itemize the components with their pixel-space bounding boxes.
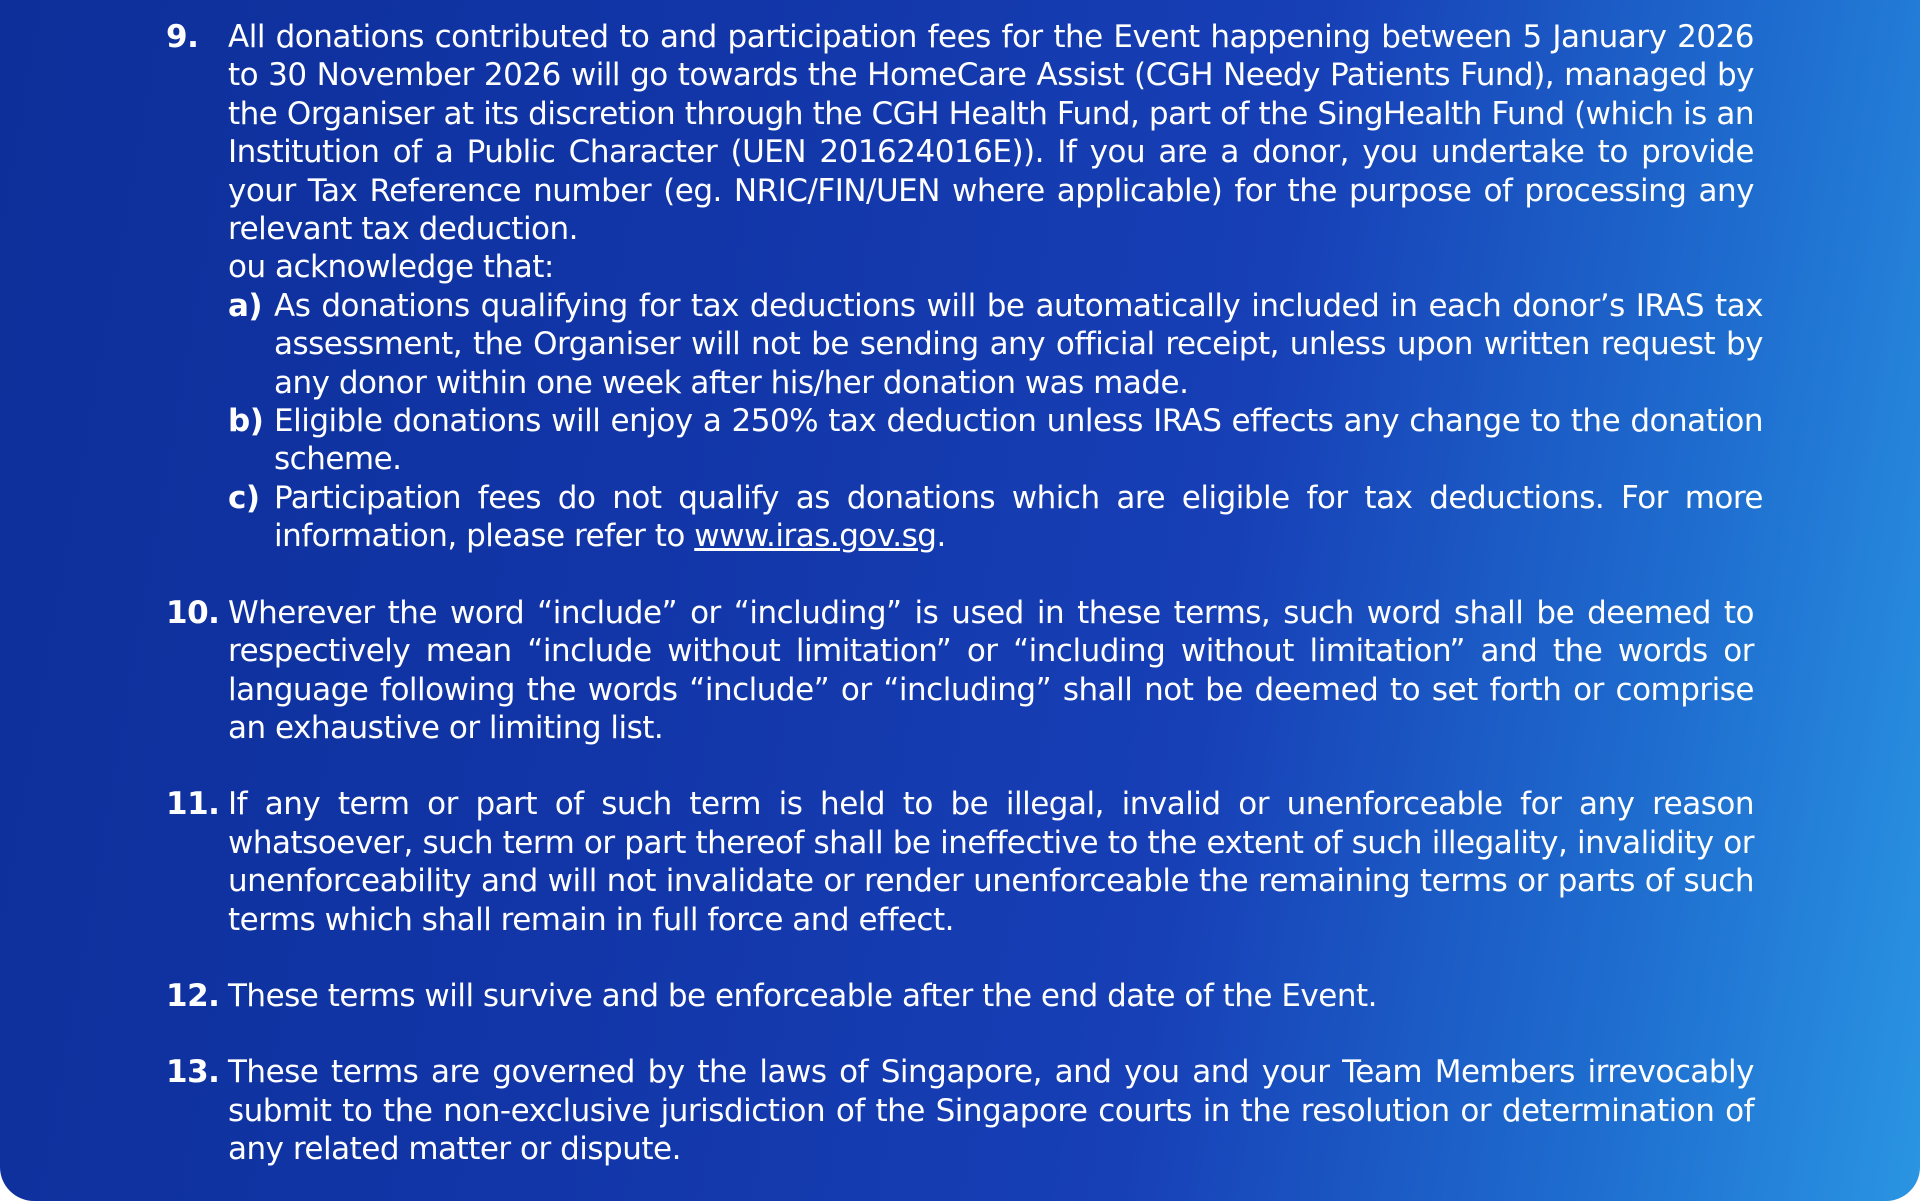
term-number: 12.: [166, 977, 220, 1014]
term-number: 11.: [166, 786, 220, 823]
term-number: 13.: [166, 1054, 220, 1091]
term-number: 9.: [166, 19, 199, 55]
sub-text: As donations qualifying for tax deductions will be automatically included in each donor’s IRAS tax assessment, the Organiser will not be sending any official receipt, unless upon written request by any donor within one week after his/her donation was made.: [274, 287, 1763, 401]
term-9: [166, 18, 1763, 556]
sub-item-c: [228, 479, 1763, 556]
sub-letter: a): [228, 287, 263, 324]
term-text: If any term or part of such term is held to be illegal, invalid or unenforceable for any reason whatsoever, such term or part thereof shall be ineffective to the extent of such illegality, invalidity or unenforceability and will not invalidate or render unenforceable the remaining terms or parts of such terms which shall remain in full force and effect.: [228, 786, 1754, 938]
sub-letter: b): [228, 403, 264, 440]
sub-item-a: [228, 287, 1763, 402]
sub-letter: c): [228, 479, 260, 516]
sub-text: [274, 479, 1763, 556]
term-text: These terms are governed by the laws of Singapore, and you and your Team Members irrevocably submit to the non-exclusive jurisdiction of the Singapore courts in the resolution or determination of any related matter or dispute.: [228, 1054, 1754, 1168]
sub-text: Eligible donations will enjoy a 250% tax deduction unless IRAS effects any change to the donation scheme.: [274, 403, 1763, 478]
iras-website-link[interactable]: www.iras.gov.sg: [694, 518, 937, 555]
terms-list: [166, 18, 1763, 1169]
sub-text-body: Participation fees do not qualify as donations which are eligible for tax deductions. For more information, please refer to: [274, 479, 1763, 555]
term-text: These terms will survive and be enforceable after the end date of the Event.: [228, 977, 1378, 1014]
acknowledge-text: ou acknowledge that:: [228, 249, 554, 286]
term-12: [166, 977, 1754, 1015]
sub-item-b: [228, 402, 1763, 479]
sub-list: [228, 287, 1763, 556]
term-11: [166, 785, 1754, 939]
term-text: Wherever the word “include” or “including” is used in these terms, such word shall be deemed to respectively mean “include without limitation” or “including without limitation” and the words or language following the words “include” or “including” shall not be deemed to set forth or comprise an exhaustive or limiting list.: [228, 594, 1754, 746]
term-number: 10.: [166, 594, 220, 631]
term-13: [166, 1053, 1754, 1168]
term-text: All donations contributed to and participation fees for the Event happening between 5 January 2026 to 30 November 2026 will go towards the HomeCare Assist (CGH Needy Patients Fund), managed by the Organiser at its discretion through the CGH Health Fund, part of the SingHealth Fund (which is an Institution of a Public Character (UEN 201624016E)). If you are a donor, you undertake to provide your Tax Reference number (eg. NRIC/FIN/UEN where applicable) for the purpose of processing any relevant tax deduction.: [228, 19, 1754, 248]
sub-text-end: .: [936, 518, 946, 555]
term-10: [166, 594, 1754, 748]
